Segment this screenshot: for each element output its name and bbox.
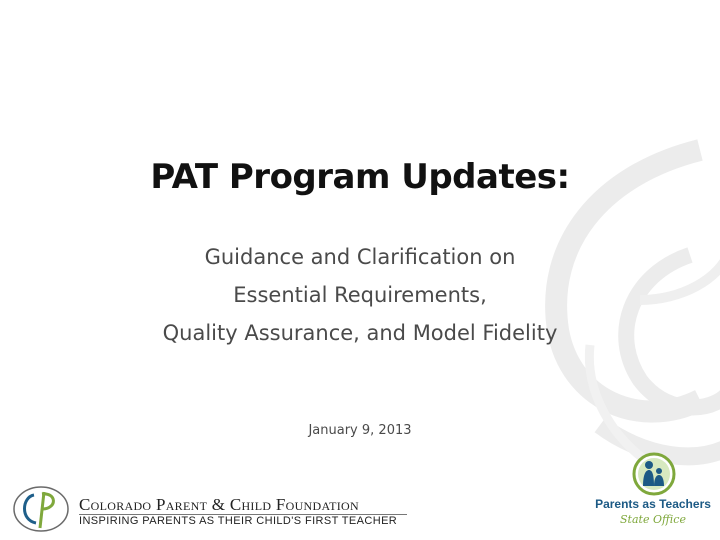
parent-child-icon <box>632 452 676 496</box>
foundation-tagline: INSPIRING PARENTS AS THEIR CHILD'S FIRST TEACHER <box>79 515 398 527</box>
slide-date: January 9, 2013 <box>308 423 412 438</box>
foundation-logo <box>10 484 410 534</box>
subtitle-line: Quality Assurance, and Model Fidelity <box>162 321 558 345</box>
slide-title: PAT Program Updates: <box>150 157 570 197</box>
parents-as-teachers-logo <box>594 452 712 536</box>
pat-name: Parents as Teachers <box>595 497 711 511</box>
subtitle-line: Essential Requirements, <box>233 283 487 307</box>
cpcf-monogram-icon <box>10 484 72 534</box>
subtitle-line: Guidance and Clarification on <box>204 245 516 269</box>
pat-office: State Office <box>620 513 686 526</box>
slide-subtitle <box>60 238 660 352</box>
foundation-name: Colorado Parent & Child Foundation <box>79 495 359 514</box>
